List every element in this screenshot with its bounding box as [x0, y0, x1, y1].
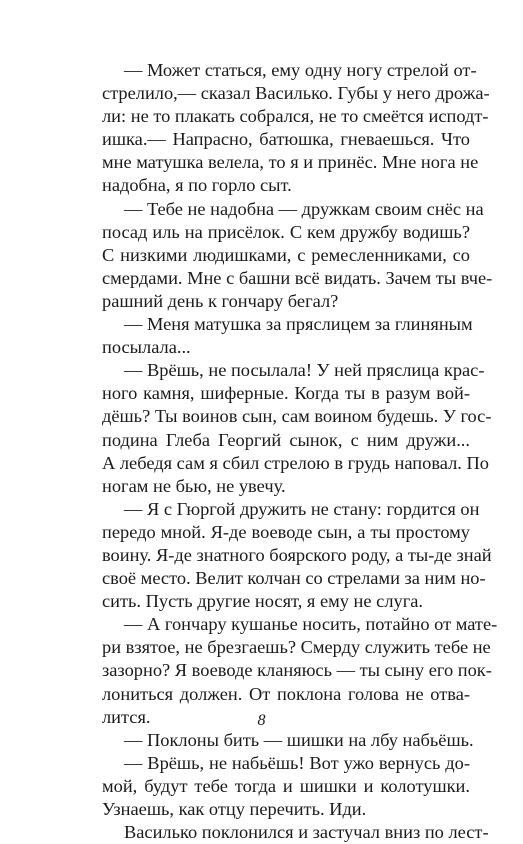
text-line: — Поклоны бить — шишки на лбу набьёшь. [124, 729, 474, 750]
text-line: ли: не то плакать собрался, не то смеётся исподт- [102, 106, 489, 127]
text-line: посылала... [102, 337, 191, 358]
text-line: ри взятое, не брезгаешь? Смерду служить тебе не [102, 637, 491, 658]
text-line: Василько поклонился и застучал вниз по лест- [124, 822, 489, 843]
text-line: своё место. Велит колчан со стрелами за ним но- [102, 568, 486, 589]
text-line: — А гончару кушанье носить, потайно от мате- [124, 614, 498, 635]
text-line: А лебедя сам я сбил стрелою в грудь наповал. По [102, 452, 489, 473]
text-line: сить. Пусть другие носят, я ему не слуга. [102, 591, 423, 612]
text-line: ногам не бью, не увечу. [102, 475, 286, 496]
text-line: — Врёшь, не набьёшь! Вот ужо вернусь до- [124, 752, 470, 773]
text-line: воину. Я-де знатного боярского роду, а ты-де знай [102, 544, 492, 565]
text-line: рашний день к гончару бегал? [102, 290, 339, 311]
text-line: лится. [102, 706, 151, 727]
text-line: дёшь? Ты воинов сын, сам воином будешь. У гос- [102, 406, 492, 427]
page-number: 8 [257, 712, 266, 729]
text-line: — Может статься, ему одну ногу стрелой от- [124, 60, 477, 80]
text-line: смердами. Мне с башни всё видать. Зачем ты вче- [102, 267, 493, 288]
text-line: С низкими людишками, с ремесленниками, со [102, 244, 470, 265]
text-line: передо мной. Я-де воеводе сын, а ты простому [102, 521, 470, 542]
text-line: мне матушка велела, то я и принёс. Мне нога не [102, 152, 479, 173]
text-line: ишка.— Напрасно, батюшка, гневаешься. Что [102, 129, 470, 150]
text-line: — Тебе не надобна — дружкам своим снёс на [124, 198, 484, 219]
text-line: лониться должен. От поклона голова не отва- [102, 683, 470, 704]
text-line: — Меня матушка за пряслицем за глиняным [124, 314, 473, 335]
text-line: посад иль на присёлок. С кем дружбу водишь? [102, 221, 470, 242]
text-line: надобна, я по горло сыт. [102, 175, 292, 196]
text-line: Узнаешь, как отцу перечить. Иди. [102, 799, 367, 819]
text-line: ного камня, шиферные. Когда ты в разум вой- [102, 383, 470, 404]
text-line: стрелило,— сказал Василько. Губы у него дрожа- [102, 83, 490, 104]
text-line: — Я с Гюргой дружить не стану: гордится он [124, 498, 480, 519]
text-line: зазорно? Я воеводе кланяюсь — ты сыну его пок- [102, 660, 492, 681]
text-line: — Врёшь, не посылала! У ней пряслица крас- [124, 360, 485, 381]
text-line: мой, будут тебе тогда и шишки и колотушки. [102, 775, 470, 796]
text-line: подина Глеба Георгий сынок, с ним дружи... [102, 429, 470, 450]
